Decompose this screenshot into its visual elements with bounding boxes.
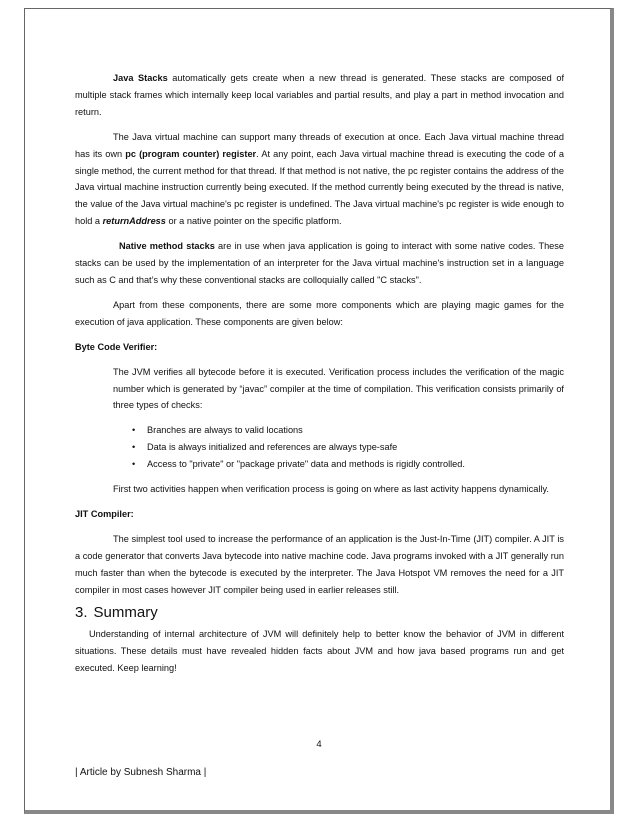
bytecode-outro: First two activities happen when verification process is going on where as last activity happens dynamically. [113,484,549,495]
paragraph-jit: The simplest tool used to increase the performance of an application is the Just-In-Time (JIT) compiler. A JIT is a code generator that converts Java bytecode into native machine code. Java programs invoked with a JIT generally run much faster than when the bytecode is executed by the interpreter. The Java Hotspot VM removes the need for a JIT compiler in most cases however JIT compiler being used in earlier releases still. [75,533,564,595]
heading-bytecode-verifier: Byte Code Verifier: [75,341,158,352]
list-item: • Access to "private" or "package private" data and methods is rigidly controlled. [75,456,564,473]
footer-author: | Article by Subnesh Sharma | [75,767,207,778]
paragraph-text: The Java virtual machine can support many threads of execution at once. Each Java virtual machine thread has its own [75,131,564,159]
paragraph-java-stacks [75,70,564,121]
paragraph-text: automatically gets create when a new thread is generated. These stacks are composed of multiple stack frames which internally keep local variables and partial results, and play a part in method invocation and return. [75,73,564,117]
list-item: • Branches are always to valid locations [75,422,564,439]
heading-summary [75,604,564,622]
term-native-method-stacks: Native method stacks [119,241,215,252]
verification-checks-list [75,422,564,473]
section-title: Summary [93,604,158,622]
term-return-address: returnAddress [102,216,166,227]
paragraph-text: or a native pointer on the specific platform. [165,216,342,227]
term-java-stacks: Java Stacks [113,73,168,83]
list-item: • Data is always initialized and references are always type-safe [75,439,564,456]
paragraph-native-stacks [75,238,564,289]
paragraph-text: are in use when java application is going to interact with some native codes. These stacks can be used by the implementation of an interpreter for the Java virtual machine's instruction set in a language such as C and that’s why these conventional stacks are colloquially called "C stacks". [75,241,564,285]
paragraph-pc-register [75,129,564,230]
page-number: 4 [316,739,322,750]
paragraph-text: . At any point, each Java virtual machine thread is executing the code of a single method, the current method for that thread. If that method is not native, the pc register contains the address of the Java virtual machine instruction currently being executed. If the method currently being executed by the thread is native, the value of the Java virtual machine's pc register is undefined. The Java virtual machine's pc register is wide enough to hold a [75,148,564,227]
paragraph-summary: Understanding of internal architecture of JVM will definitely help to better know the behavior of JVM in different situations. These details must have revealed hidden facts about JVM and how java based programs run and get executed. Keep learning! [75,629,564,674]
heading-jit-compiler: JIT Compiler: [75,508,134,519]
paragraph-other-components: Apart from these components, there are some more components which are playing magic games for the execution of java application. These components are given below: [75,299,564,327]
section-number: 3. [75,604,88,622]
bytecode-intro: The JVM verifies all bytecode before it is executed. Verification process includes the verification of the magic number which is generated by “javac” compiler at the time of compilation. This verification consists primarily of three types of checks: [113,366,564,411]
document-body [75,70,564,677]
term-pc-register: pc (program counter) register [125,148,257,159]
